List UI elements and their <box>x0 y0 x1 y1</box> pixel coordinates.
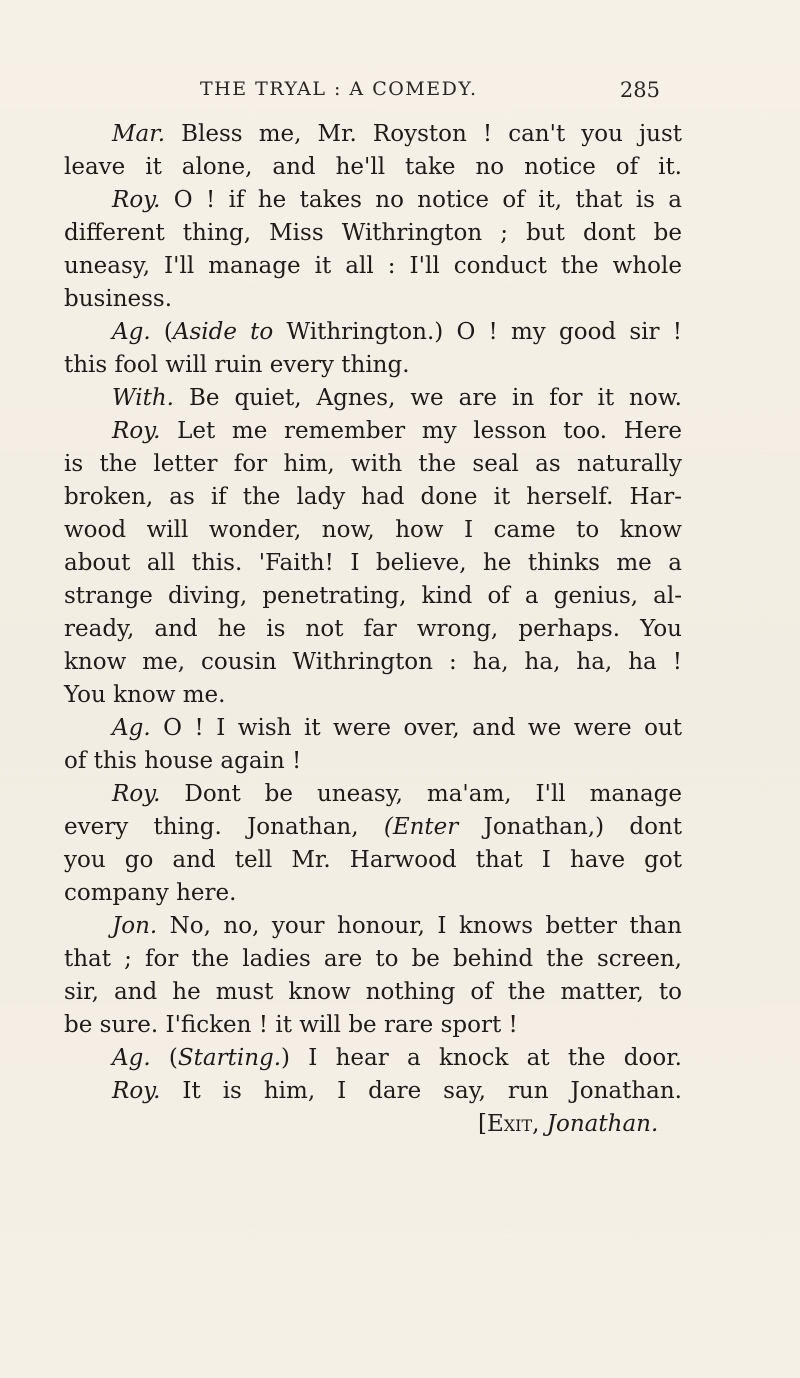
text-line: is the letter for him, with the seal as naturally <box>64 451 682 477</box>
page-header <box>200 78 660 110</box>
speaker-name: Roy. <box>112 418 161 444</box>
text-line: business. <box>64 286 173 312</box>
text-line: you go and tell Mr. Harwood that I have got <box>64 847 682 873</box>
stage-direction: Jonathan. <box>546 1111 659 1137</box>
speaker-name: Ag. <box>112 715 151 741</box>
page-number: 285 <box>619 78 660 102</box>
text-line: Roy. Let me remember my lesson too. Here <box>112 418 682 444</box>
text-line: of this house again ! <box>64 748 302 774</box>
running-title: THE TRYAL : A COMEDY. <box>200 78 478 100</box>
exit-direction: [Exit, Jonathan. <box>478 1111 659 1137</box>
text-line: that ; for the ladies are to be behind the screen, <box>64 946 682 972</box>
text-line: Mar. Bless me, Mr. Royston ! can't you just <box>112 121 682 147</box>
speaker-name: Ag. <box>112 1045 151 1071</box>
text-line: leave it alone, and he'll take no notice of it. <box>64 154 682 180</box>
speaker-name: Jon. <box>112 913 158 939</box>
text-line: sir, and he must know nothing of the matter, to <box>64 979 682 1005</box>
text-line: Ag. O ! I wish it were over, and we were out <box>112 715 682 741</box>
text-line: uneasy, I'll manage it all : I'll conduct the whole <box>64 253 682 279</box>
text-line: Jon. No, no, your honour, I knows better than <box>112 913 682 939</box>
text-line: ready, and he is not far wrong, perhaps. You <box>64 616 682 642</box>
speaker-name: Ag. <box>112 319 151 345</box>
speaker-name: With. <box>112 385 174 411</box>
speaker-name: Roy. <box>112 1078 161 1104</box>
text-line: strange diving, penetrating, kind of a genius, al- <box>64 583 682 609</box>
speaker-name: Roy. <box>112 187 161 213</box>
text-line: With. Be quiet, Agnes, we are in for it now. <box>112 385 682 411</box>
text-line: about all this. 'Faith! I believe, he thinks me a <box>64 550 682 576</box>
text-line: Ag. (Aside to Withrington.) O ! my good sir ! <box>112 319 682 345</box>
text-line: company here. <box>64 880 237 906</box>
text-line: know me, cousin Withrington : ha, ha, ha, ha ! <box>64 649 682 675</box>
stage-direction: Starting. <box>177 1045 282 1071</box>
text-line: this fool will ruin every thing. <box>64 352 410 378</box>
text-line: Roy. Dont be uneasy, ma'am, I'll manage <box>112 781 682 807</box>
text-line: You know me. <box>64 682 226 708</box>
text-line: Roy. O ! if he takes no notice of it, that is a <box>112 187 682 213</box>
text-line: Ag. (Starting.) I hear a knock at the door. <box>112 1045 682 1071</box>
speaker-name: Roy. <box>112 781 161 807</box>
speaker-name: Mar. <box>112 121 166 147</box>
text-line: wood will wonder, now, how I came to know <box>64 517 682 543</box>
text-line: be sure. I'ficken ! it will be rare sport ! <box>64 1012 518 1038</box>
text-line: broken, as if the lady had done it herself. Har- <box>64 484 682 510</box>
text-line: Roy. It is him, I dare say, run Jonathan. <box>112 1078 682 1104</box>
stage-direction: Aside to <box>172 319 274 345</box>
text-line: different thing, Miss Withrington ; but dont be <box>64 220 682 246</box>
text-line: every thing. Jonathan, (Enter Jonathan,) dont <box>64 814 682 840</box>
stage-direction: (Enter <box>383 814 459 840</box>
